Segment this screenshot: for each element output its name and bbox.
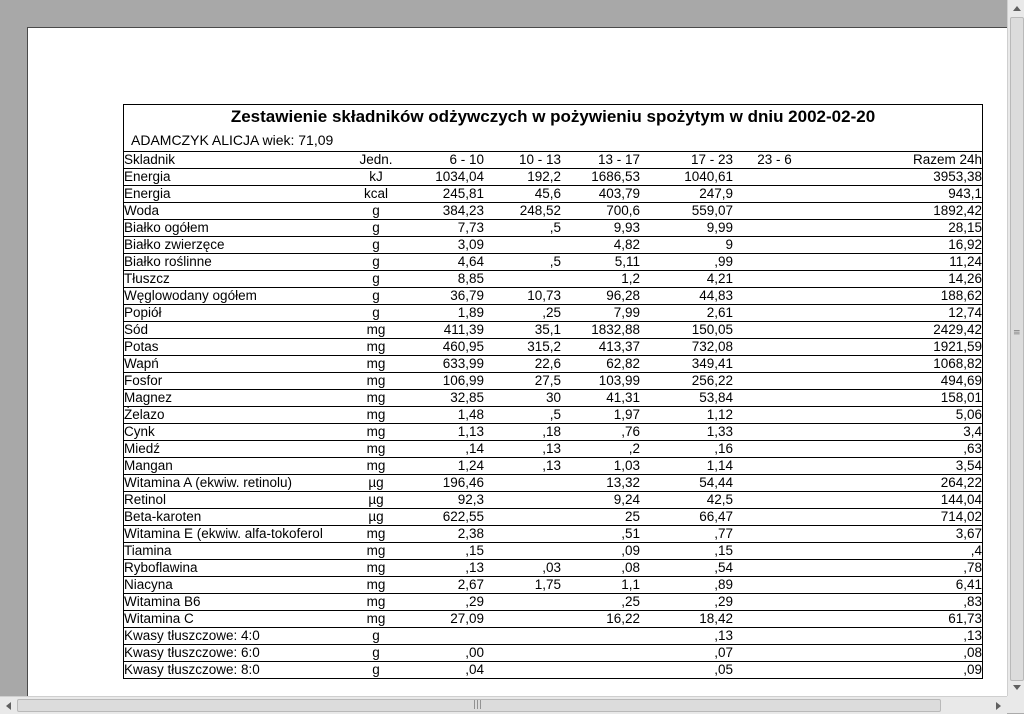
- cell-17-23: 2,61: [640, 305, 733, 322]
- cell-23-6: [733, 271, 816, 288]
- cell-23-6: [733, 662, 816, 679]
- cell-13-17: ,25: [561, 594, 640, 611]
- cell-unit: g: [346, 645, 406, 662]
- cell-total-24h: 943,1: [816, 186, 982, 203]
- cell-unit: mg: [346, 441, 406, 458]
- cell-6-10: 1034,04: [406, 169, 484, 186]
- cell-23-6: [733, 254, 816, 271]
- cell-total-24h: 264,22: [816, 475, 982, 492]
- cell-total-24h: ,78: [816, 560, 982, 577]
- cell-13-17: ,2: [561, 441, 640, 458]
- cell-total-24h: 1892,42: [816, 203, 982, 220]
- cell-total-24h: ,4: [816, 543, 982, 560]
- cell-13-17: 1686,53: [561, 169, 640, 186]
- cell-unit: g: [346, 305, 406, 322]
- header-6-10: 6 - 10: [406, 152, 484, 169]
- cell-10-13: [484, 611, 561, 628]
- cell-6-10: 92,3: [406, 492, 484, 509]
- cell-6-10: 245,81: [406, 186, 484, 203]
- cell-17-23: ,89: [640, 577, 733, 594]
- cell-6-10: ,13: [406, 560, 484, 577]
- cell-6-10: ,04: [406, 662, 484, 679]
- cell-17-23: 150,05: [640, 322, 733, 339]
- cell-13-17: 5,11: [561, 254, 640, 271]
- cell-10-13: [484, 543, 561, 560]
- cell-13-17: 413,37: [561, 339, 640, 356]
- cell-23-6: [733, 356, 816, 373]
- cell-13-17: ,76: [561, 424, 640, 441]
- cell-total-24h: 188,62: [816, 288, 982, 305]
- cell-nutrient: Białko zwierzęce: [124, 237, 346, 254]
- table-row: [124, 169, 982, 186]
- table-row: [124, 305, 982, 322]
- cell-6-10: 1,24: [406, 458, 484, 475]
- cell-13-17: 1832,88: [561, 322, 640, 339]
- cell-13-17: ,09: [561, 543, 640, 560]
- cell-13-17: 1,97: [561, 407, 640, 424]
- cell-10-13: 1,75: [484, 577, 561, 594]
- cell-nutrient: Energia: [124, 186, 346, 203]
- header-17-23: 17 - 23: [640, 152, 733, 169]
- table-row: [124, 509, 982, 526]
- cell-10-13: ,13: [484, 441, 561, 458]
- cell-17-23: 1,33: [640, 424, 733, 441]
- header-23-6: 23 - 6: [733, 152, 816, 169]
- cell-23-6: [733, 220, 816, 237]
- horizontal-scroll-thumb[interactable]: [17, 699, 941, 712]
- cell-17-23: 1,14: [640, 458, 733, 475]
- scroll-up-arrow-icon[interactable]: [1008, 0, 1024, 17]
- cell-6-10: 32,85: [406, 390, 484, 407]
- cell-total-24h: 3,67: [816, 526, 982, 543]
- cell-6-10: 8,85: [406, 271, 484, 288]
- cell-total-24h: 61,73: [816, 611, 982, 628]
- cell-6-10: 1,48: [406, 407, 484, 424]
- cell-total-24h: 144,04: [816, 492, 982, 509]
- cell-nutrient: Energia: [124, 169, 346, 186]
- cell-23-6: [733, 169, 816, 186]
- cell-10-13: [484, 509, 561, 526]
- table-row: [124, 237, 982, 254]
- cell-13-17: 1,03: [561, 458, 640, 475]
- cell-unit: mg: [346, 458, 406, 475]
- cell-total-24h: ,09: [816, 662, 982, 679]
- scrollbar-corner: [1007, 696, 1024, 713]
- table-row: [124, 203, 982, 220]
- cell-13-17: 700,6: [561, 203, 640, 220]
- cell-unit: mg: [346, 356, 406, 373]
- cell-nutrient: Beta-karoten: [124, 509, 346, 526]
- horizontal-grip-icon: |||: [473, 700, 483, 710]
- cell-6-10: 411,39: [406, 322, 484, 339]
- cell-nutrient: Mangan: [124, 458, 346, 475]
- cell-6-10: ,29: [406, 594, 484, 611]
- cell-nutrient: Woda: [124, 203, 346, 220]
- cell-unit: mg: [346, 407, 406, 424]
- cell-unit: mg: [346, 390, 406, 407]
- cell-23-6: [733, 441, 816, 458]
- cell-unit: mg: [346, 611, 406, 628]
- cell-17-23: 256,22: [640, 373, 733, 390]
- cell-10-13: ,18: [484, 424, 561, 441]
- cell-13-17: [561, 628, 640, 645]
- cell-nutrient: Sód: [124, 322, 346, 339]
- table-row: [124, 526, 982, 543]
- cell-17-23: 349,41: [640, 356, 733, 373]
- patient-info: ADAMCZYK ALICJA wiek: 71,09: [124, 129, 982, 152]
- cell-unit: mg: [346, 560, 406, 577]
- cell-17-23: ,99: [640, 254, 733, 271]
- cell-6-10: 384,23: [406, 203, 484, 220]
- cell-13-17: 13,32: [561, 475, 640, 492]
- cell-17-23: 9: [640, 237, 733, 254]
- cell-nutrient: Magnez: [124, 390, 346, 407]
- table-row: [124, 186, 982, 203]
- cell-17-23: ,15: [640, 543, 733, 560]
- cell-10-13: 192,2: [484, 169, 561, 186]
- cell-unit: kcal: [346, 186, 406, 203]
- cell-17-23: 1040,61: [640, 169, 733, 186]
- cell-17-23: 9,99: [640, 220, 733, 237]
- cell-23-6: [733, 237, 816, 254]
- table-row: [124, 424, 982, 441]
- table-row: [124, 220, 982, 237]
- cell-6-10: 2,67: [406, 577, 484, 594]
- cell-10-13: [484, 492, 561, 509]
- cell-13-17: 7,99: [561, 305, 640, 322]
- cell-total-24h: 14,26: [816, 271, 982, 288]
- cell-23-6: [733, 594, 816, 611]
- cell-nutrient: Ryboflawina: [124, 560, 346, 577]
- cell-nutrient: Miedź: [124, 441, 346, 458]
- cell-6-10: [406, 628, 484, 645]
- cell-nutrient: Tłuszcz: [124, 271, 346, 288]
- cell-nutrient: Tiamina: [124, 543, 346, 560]
- header-razem-24h: Razem 24h: [816, 152, 982, 169]
- cell-6-10: ,15: [406, 543, 484, 560]
- cell-unit: µg: [346, 509, 406, 526]
- table-row: [124, 543, 982, 560]
- nutrient-report: [123, 104, 983, 679]
- cell-13-17: 103,99: [561, 373, 640, 390]
- header-13-17: 13 - 17: [561, 152, 640, 169]
- cell-nutrient: Witamina B6: [124, 594, 346, 611]
- cell-17-23: 732,08: [640, 339, 733, 356]
- cell-total-24h: 6,41: [816, 577, 982, 594]
- cell-10-13: ,5: [484, 407, 561, 424]
- cell-17-23: ,54: [640, 560, 733, 577]
- cell-13-17: 96,28: [561, 288, 640, 305]
- cell-nutrient: Witamina E (ekwiw. alfa-tokoferol: [124, 526, 346, 543]
- cell-13-17: 403,79: [561, 186, 640, 203]
- cell-17-23: ,13: [640, 628, 733, 645]
- nutrient-table: [124, 152, 982, 679]
- cell-13-17: 16,22: [561, 611, 640, 628]
- cell-total-24h: 714,02: [816, 509, 982, 526]
- cell-23-6: [733, 509, 816, 526]
- cell-17-23: 559,07: [640, 203, 733, 220]
- cell-13-17: 9,93: [561, 220, 640, 237]
- cell-nutrient: Białko ogółem: [124, 220, 346, 237]
- table-header-row: [124, 152, 982, 169]
- cell-6-10: 3,09: [406, 237, 484, 254]
- table-row: [124, 407, 982, 424]
- cell-unit: mg: [346, 594, 406, 611]
- cell-total-24h: 1068,82: [816, 356, 982, 373]
- table-body: [124, 169, 982, 679]
- cell-17-23: 1,12: [640, 407, 733, 424]
- cell-13-17: 1,2: [561, 271, 640, 288]
- cell-10-13: [484, 662, 561, 679]
- table-row: [124, 628, 982, 645]
- cell-17-23: ,05: [640, 662, 733, 679]
- cell-unit: g: [346, 271, 406, 288]
- cell-23-6: [733, 577, 816, 594]
- cell-nutrient: Witamina C: [124, 611, 346, 628]
- cell-unit: g: [346, 288, 406, 305]
- header-10-13: 10 - 13: [484, 152, 561, 169]
- header-jedn: Jedn.: [346, 152, 406, 169]
- cell-unit: g: [346, 254, 406, 271]
- vertical-scrollbar[interactable]: [1007, 0, 1024, 696]
- cell-23-6: [733, 526, 816, 543]
- cell-total-24h: ,83: [816, 594, 982, 611]
- cell-23-6: [733, 543, 816, 560]
- cell-unit: mg: [346, 322, 406, 339]
- cell-6-10: 27,09: [406, 611, 484, 628]
- cell-13-17: 41,31: [561, 390, 640, 407]
- cell-total-24h: 3953,38: [816, 169, 982, 186]
- cell-23-6: [733, 645, 816, 662]
- cell-17-23: 247,9: [640, 186, 733, 203]
- cell-23-6: [733, 322, 816, 339]
- cell-13-17: [561, 662, 640, 679]
- cell-nutrient: Kwasy tłuszczowe: 8:0: [124, 662, 346, 679]
- cell-17-23: 18,42: [640, 611, 733, 628]
- cell-13-17: [561, 645, 640, 662]
- cell-10-13: ,13: [484, 458, 561, 475]
- cell-total-24h: 11,24: [816, 254, 982, 271]
- cell-10-13: ,25: [484, 305, 561, 322]
- cell-23-6: [733, 373, 816, 390]
- cell-13-17: 1,1: [561, 577, 640, 594]
- cell-nutrient: Węglowodany ogółem: [124, 288, 346, 305]
- header-skladnik: Skladnik: [124, 152, 346, 169]
- horizontal-scrollbar[interactable]: [0, 696, 1007, 714]
- cell-23-6: [733, 475, 816, 492]
- cell-unit: g: [346, 662, 406, 679]
- cell-23-6: [733, 560, 816, 577]
- cell-total-24h: ,08: [816, 645, 982, 662]
- cell-10-13: 45,6: [484, 186, 561, 203]
- cell-nutrient: Witamina A (ekwiw. retinolu): [124, 475, 346, 492]
- cell-17-23: ,29: [640, 594, 733, 611]
- table-row: [124, 458, 982, 475]
- cell-10-13: 10,73: [484, 288, 561, 305]
- cell-nutrient: Wapń: [124, 356, 346, 373]
- cell-17-23: 54,44: [640, 475, 733, 492]
- cell-total-24h: 494,69: [816, 373, 982, 390]
- cell-unit: g: [346, 220, 406, 237]
- cell-10-13: ,5: [484, 220, 561, 237]
- cell-23-6: [733, 611, 816, 628]
- cell-17-23: ,77: [640, 526, 733, 543]
- cell-6-10: 622,55: [406, 509, 484, 526]
- cell-6-10: ,00: [406, 645, 484, 662]
- cell-6-10: 4,64: [406, 254, 484, 271]
- cell-6-10: ,14: [406, 441, 484, 458]
- cell-6-10: 633,99: [406, 356, 484, 373]
- cell-total-24h: 28,15: [816, 220, 982, 237]
- table-row: [124, 611, 982, 628]
- cell-10-13: 27,5: [484, 373, 561, 390]
- cell-total-24h: ,13: [816, 628, 982, 645]
- cell-17-23: ,16: [640, 441, 733, 458]
- cell-unit: µg: [346, 475, 406, 492]
- cell-nutrient: Żelazo: [124, 407, 346, 424]
- table-row: [124, 441, 982, 458]
- cell-6-10: 196,46: [406, 475, 484, 492]
- cell-nutrient: Niacyna: [124, 577, 346, 594]
- vertical-scroll-thumb[interactable]: [1010, 17, 1024, 681]
- table-row: [124, 475, 982, 492]
- cell-10-13: 30: [484, 390, 561, 407]
- cell-total-24h: ,63: [816, 441, 982, 458]
- cell-6-10: 2,38: [406, 526, 484, 543]
- cell-nutrient: Retinol: [124, 492, 346, 509]
- scroll-left-arrow-icon[interactable]: [0, 697, 17, 714]
- table-row: [124, 356, 982, 373]
- cell-23-6: [733, 390, 816, 407]
- cell-10-13: ,5: [484, 254, 561, 271]
- cell-total-24h: 16,92: [816, 237, 982, 254]
- cell-nutrient: Fosfor: [124, 373, 346, 390]
- cell-23-6: [733, 458, 816, 475]
- table-row: [124, 373, 982, 390]
- cell-10-13: 22,6: [484, 356, 561, 373]
- cell-10-13: [484, 271, 561, 288]
- cell-total-24h: 3,54: [816, 458, 982, 475]
- cell-total-24h: 5,06: [816, 407, 982, 424]
- table-row: [124, 288, 982, 305]
- cell-13-17: 62,82: [561, 356, 640, 373]
- cell-10-13: [484, 594, 561, 611]
- cell-unit: g: [346, 203, 406, 220]
- cell-total-24h: 12,74: [816, 305, 982, 322]
- cell-unit: mg: [346, 526, 406, 543]
- scroll-down-arrow-icon[interactable]: [1008, 679, 1024, 696]
- vertical-grip-icon: ≡: [1013, 328, 1021, 338]
- cell-23-6: [733, 492, 816, 509]
- cell-13-17: ,08: [561, 560, 640, 577]
- cell-10-13: [484, 645, 561, 662]
- table-row: [124, 254, 982, 271]
- cell-6-10: 1,13: [406, 424, 484, 441]
- cell-10-13: [484, 526, 561, 543]
- cell-nutrient: Potas: [124, 339, 346, 356]
- cell-23-6: [733, 407, 816, 424]
- cell-unit: µg: [346, 492, 406, 509]
- table-row: [124, 594, 982, 611]
- cell-total-24h: 3,4: [816, 424, 982, 441]
- cell-17-23: 4,21: [640, 271, 733, 288]
- cell-13-17: 4,82: [561, 237, 640, 254]
- cell-10-13: 35,1: [484, 322, 561, 339]
- cell-6-10: 106,99: [406, 373, 484, 390]
- scroll-right-arrow-icon[interactable]: [990, 697, 1007, 714]
- cell-total-24h: 1921,59: [816, 339, 982, 356]
- cell-13-17: 25: [561, 509, 640, 526]
- cell-10-13: 315,2: [484, 339, 561, 356]
- cell-unit: g: [346, 237, 406, 254]
- cell-10-13: 248,52: [484, 203, 561, 220]
- cell-23-6: [733, 186, 816, 203]
- cell-17-23: 53,84: [640, 390, 733, 407]
- table-row: [124, 645, 982, 662]
- cell-13-17: ,51: [561, 526, 640, 543]
- cell-10-13: [484, 475, 561, 492]
- cell-6-10: 460,95: [406, 339, 484, 356]
- cell-10-13: [484, 237, 561, 254]
- cell-17-23: ,07: [640, 645, 733, 662]
- cell-17-23: 44,83: [640, 288, 733, 305]
- table-row: [124, 492, 982, 509]
- cell-13-17: 9,24: [561, 492, 640, 509]
- cell-nutrient: Popiół: [124, 305, 346, 322]
- cell-10-13: [484, 628, 561, 645]
- cell-6-10: 36,79: [406, 288, 484, 305]
- cell-23-6: [733, 424, 816, 441]
- table-row: [124, 390, 982, 407]
- cell-total-24h: 2429,42: [816, 322, 982, 339]
- cell-unit: mg: [346, 424, 406, 441]
- cell-total-24h: 158,01: [816, 390, 982, 407]
- table-row: [124, 322, 982, 339]
- table-row: [124, 662, 982, 679]
- cell-unit: g: [346, 628, 406, 645]
- cell-nutrient: Białko roślinne: [124, 254, 346, 271]
- cell-17-23: 42,5: [640, 492, 733, 509]
- cell-unit: mg: [346, 339, 406, 356]
- table-row: [124, 271, 982, 288]
- cell-23-6: [733, 305, 816, 322]
- table-row: [124, 339, 982, 356]
- cell-unit: kJ: [346, 169, 406, 186]
- cell-17-23: 66,47: [640, 509, 733, 526]
- cell-23-6: [733, 288, 816, 305]
- cell-6-10: 1,89: [406, 305, 484, 322]
- report-title: Zestawienie składników odżywczych w pożywieniu spożytym w dniu 2002-02-20: [230, 107, 876, 126]
- table-row: [124, 560, 982, 577]
- cell-nutrient: Kwasy tłuszczowe: 4:0: [124, 628, 346, 645]
- cell-nutrient: Kwasy tłuszczowe: 6:0: [124, 645, 346, 662]
- cell-unit: mg: [346, 543, 406, 560]
- cell-23-6: [733, 628, 816, 645]
- cell-unit: mg: [346, 373, 406, 390]
- cell-10-13: ,03: [484, 560, 561, 577]
- cell-23-6: [733, 203, 816, 220]
- table-row: [124, 577, 982, 594]
- cell-unit: mg: [346, 577, 406, 594]
- cell-6-10: 7,73: [406, 220, 484, 237]
- cell-23-6: [733, 339, 816, 356]
- cell-nutrient: Cynk: [124, 424, 346, 441]
- report-page: [27, 27, 1007, 696]
